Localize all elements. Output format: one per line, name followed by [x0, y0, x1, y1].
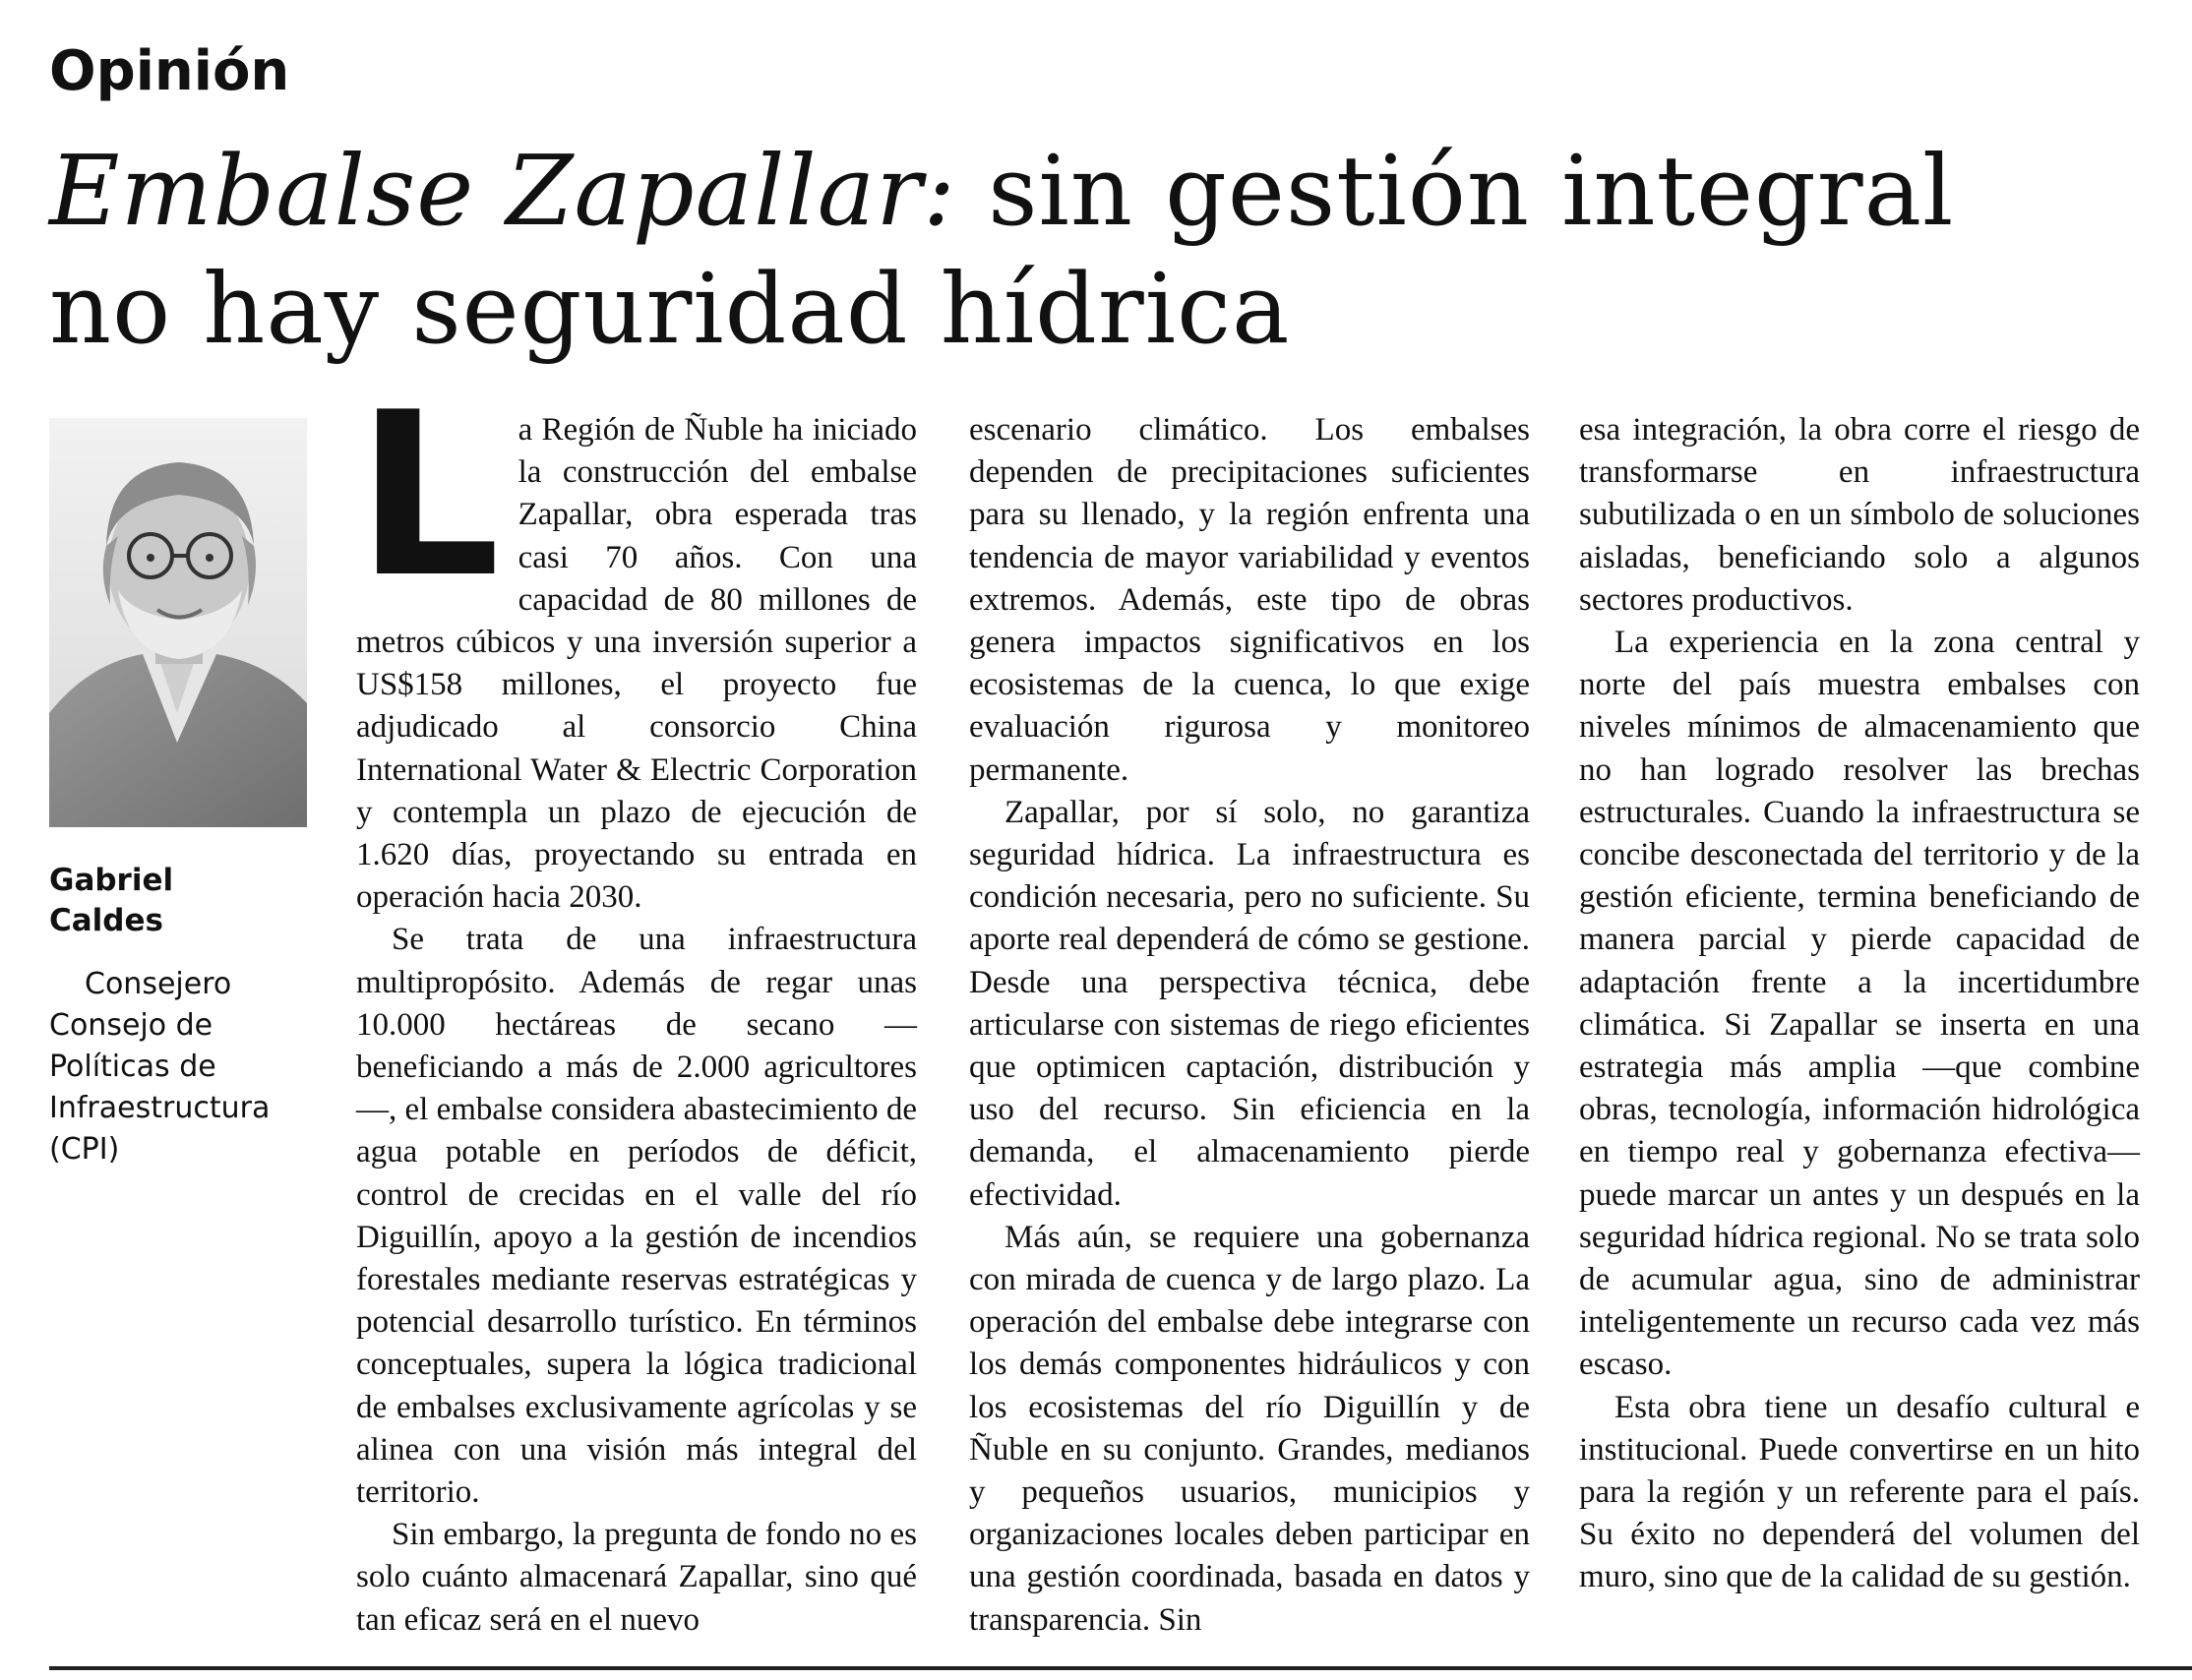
paragraph: Más aún, se requiere una gobernanza con mirada de cuenca y de largo plazo. La operación del embalse debe integrarse con los demás componentes hidráulicos y con los ecosistemas del río Diguillín y de Ñuble en su conjunto. Grandes, medianos y pequeños usuarios, municipios y organizaciones locales deben participar en una gestión coordinada, basada en datos y transparencia. Sin	[969, 1219, 1530, 1638]
paragraph: Sin embargo, la pregunta de fondo no es solo cuánto almacenará Zapallar, sino qué tan eficaz será en el nuevo	[356, 1517, 917, 1638]
headline-line2: no hay seguridad hídrica	[49, 254, 1291, 366]
paragraph: La experiencia en la zona central y norte del país muestra embalses con niveles mínimos de almacenamiento que no han logrado resolver las brechas estructurales. Cuando la infraestructura se concibe desconectada del territorio y de la gestión eficiente, termina beneficiando de manera parcial y pierde capacidad de adaptación frente a la incertidumbre climática. Si Zapallar se inserta en una estrategia más amplia —que combine obras, tecnología, información hidrológica en tiempo real y gobernanza efectiva— puede marcar un antes y un después en la seguridad hídrica regional. No se trata solo de acumular agua, sino de administrar inteligentemente un recurso cada vez más escaso.	[1579, 625, 2140, 1383]
headline-kicker: Embalse Zapallar:	[49, 136, 957, 248]
headline-line1: sin gestión integral	[956, 136, 1955, 248]
bottom-rule	[49, 1666, 2192, 1670]
article-column-3	[1579, 409, 2140, 1599]
author-first-name: Gabriel	[49, 863, 174, 898]
paragraph: Se trata de una infraestructura multipropósito. Además de regar unas 10.000 hectáreas de secano —beneficiando a más de 2.000 agricultores—, el embalse considera abastecimiento de agua potable en períodos de déficit, control de crecidas en el valle del río Diguillín, apoyo a la gestión de incendios forestales mediante reservas estratégicas y potencial desarrollo turístico. En términos conceptuales, supera la lógica tradicional de embalses exclusivamente agrícolas y se alinea con una visión más integral del territorio.	[356, 922, 917, 1511]
author-role	[49, 964, 335, 1170]
author-role-line: Infraestructura	[49, 1091, 271, 1125]
author-photo	[49, 418, 307, 827]
author-last-name: Caldes	[49, 903, 163, 938]
author-role-line: Políticas de	[49, 1050, 216, 1084]
author-role-line: Consejero	[85, 967, 232, 1001]
author-role-line: Consejo de	[49, 1008, 213, 1043]
drop-cap: L	[356, 365, 501, 628]
article-column-2	[969, 409, 1530, 1642]
paragraph: Esta obra tiene un desafío cultural e institucional. Puede convertirse en un hito para la región y un referente para el país. Su éxito no dependerá del volumen del muro, sino que de la calidad de su gestión.	[1579, 1389, 2140, 1595]
author-name	[49, 861, 315, 941]
paragraph: Zapallar, por sí solo, no garantiza seguridad hídrica. La infraestructura es condición necesaria, pero no suficiente. Su aporte real dependerá de cómo se gestione. Desde una perspectiva técnica, debe articularse con sistemas de riego eficientes que optimicen captación, distribución y uso del recurso. Sin eficiencia en la demanda, el almacenamiento pierde efectividad.	[969, 794, 1530, 1213]
author-role-line: (CPI)	[49, 1132, 120, 1167]
paragraph: esa integración, la obra corre el riesgo de transformarse en infraestructura subutilizada o en un símbolo de soluciones aisladas, beneficiando solo a algunos sectores productivos.	[1579, 412, 2140, 618]
headline	[49, 133, 2115, 369]
section-label: Opinión	[49, 39, 290, 103]
paragraph: escenario climático. Los embalses dependen de precipitaciones suficientes para su llenado, y la región enfrenta una tendencia de mayor variabilidad y eventos extremos. Además, este tipo de obras genera impactos significativos en los ecosistemas de la cuenca, lo que exige evaluación rigurosa y monitoreo permanente.	[969, 412, 1530, 788]
article-column-1	[356, 365, 917, 1642]
paragraph: a Región de Ñuble ha iniciado la construcción del embalse Zapallar, obra esperada tras casi 70 años. Con una capacidad de 80 millones de metros cúbicos y una inversión superior a US$158 millones, el proyecto fue adjudicado al consorcio China International Water & Electric Corporation y contempla un plazo de ejecución de 1.620 días, proyectando su entrada en operación hacia 2030.	[356, 412, 917, 916]
